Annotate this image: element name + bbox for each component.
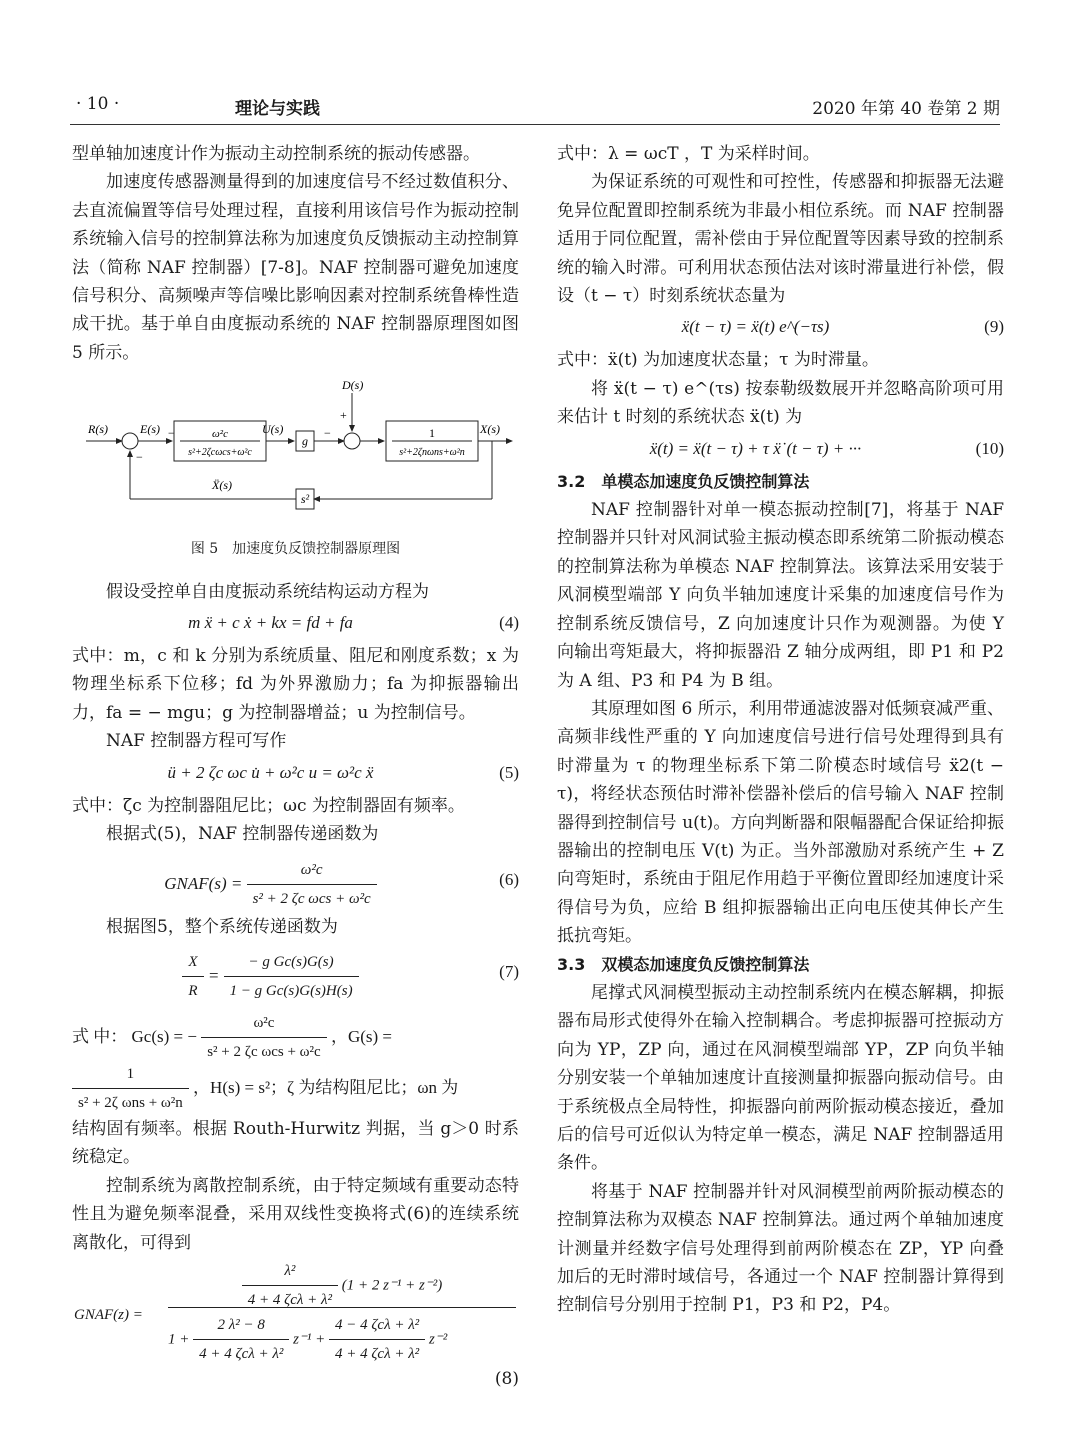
paragraph: 尾撑式风洞模型振动主动控制系统内在模态解耦，抑振器布局形式使得外在输入控制耦合。考虑抑振器可控振动方向为 YP，ZP 向，通过在风洞模型端部 YP，ZP 向负半轴分别安装一个单轴加速度计直接测量抑振器向振动信号。由于系统极点全局特性，抑振器向前两阶振动模态接近，叠加后的信号可近似认为特定单一模态，满足 NAF 控制器适用条件。 — [557, 982, 1004, 1174]
inline-text: z⁻² — [428, 1331, 448, 1348]
numerator: ω²c — [201, 1009, 327, 1038]
denominator: R — [188, 983, 198, 1000]
summing-junction-1 — [122, 433, 138, 449]
paragraph: 式中：m，c 和 k 分别为系统质量、阻尼和刚度系数；x 为物理坐标系下位移；fd 为外界激励力；fa 为抑振器输出力，fa = − mgu；g 为控制器增益；u 为控制信号。 — [72, 646, 519, 723]
block-diagram-svg — [72, 381, 519, 531]
page-header — [70, 94, 1000, 122]
journal-section: 理论与实践 — [235, 99, 320, 119]
paragraph: 根据图5，整个系统传递函数为 — [106, 916, 338, 937]
issue-info: 2020 年第 40 卷第 2 期 — [812, 99, 1000, 119]
block-diagram — [72, 381, 519, 531]
paragraph: 为保证系统的可观性和可控性，传感器和抑振器无法避免异位配置即控制系统为非最小相位系统。而 NAF 控制器适用于同位配置，需补偿由于异位配置等因素导致的控制系统的输入时滞。可利用状态预估法对该时滞量进行补偿，假设（t − τ）时刻系统状态量为 — [557, 172, 1004, 307]
inline-text: 式 中： Gc(s) = − — [72, 1026, 197, 1046]
s2-label: s² — [300, 492, 310, 507]
equation-number: (5) — [499, 762, 519, 782]
fraction — [72, 1060, 189, 1118]
inline-text: ，G(s) = — [330, 1026, 393, 1046]
denominator: s² + 2ζ ωns + ω²n — [78, 1095, 183, 1112]
paragraph: NAF 控制器针对单一模态振动控制[7]，将基于 NAF 控制器并只针对风洞试验主振动模态即系统第二阶振动模态的控制算法称为单模态 NAF 控制算法。该算法采用安装于风洞模型端部 Y 向负半轴加速度计采集的加速度信号作为控制系统反馈信号，Z 向加速度计只作为观测器。为使 Y 向输出弯矩最大，将抑振器沿 Z 轴分成两组，即 P1 和 P2 为 A 组、P3 和 P4 为 B 组。 — [557, 500, 1004, 691]
label-U: U(s) — [262, 422, 284, 437]
numerator: X — [182, 948, 203, 977]
paragraph: 结构固有频率。根据 Routh-Hurwitz 判据，当 g＞0 时系统稳定。 — [72, 1118, 519, 1168]
equation-number: (9) — [984, 317, 1004, 337]
label-D: D(s) — [342, 381, 364, 393]
numerator: λ² — [242, 1257, 338, 1286]
paragraph: 假设受控单自由度振动系统结构运动方程为 — [106, 581, 429, 602]
fraction — [224, 948, 359, 1006]
summing-junction-2 — [344, 433, 360, 449]
equation-body: ẍ(t) = ẍ(t − τ) + τ ẍ˙(t − τ) + ··· — [649, 438, 862, 458]
page-number: · 10 · — [76, 94, 120, 114]
paragraph: 控制系统为离散控制系统，由于特定频域有重要动态特性且为避免频率混叠，采用双线性变换将式(6)的连续系统离散化，可得到 — [72, 1175, 519, 1253]
header-rule — [70, 124, 1000, 125]
equation-6 — [72, 852, 519, 910]
inline-text: 1 + — [168, 1331, 190, 1348]
equation-8 — [72, 1257, 519, 1365]
paragraph: 加速度传感器测量得到的加速度信号不经过数值积分、去直流偏置等信号处理过程，直接利用该信号作为振动控制系统输入信号的控制算法称为加速度负反馈振动主动控制算法（简称 NAF 控制器）[7-8]。NAF 控制器可避免加速度信号积分、高频噪声等信噪比影响因素对控制系统鲁棒性造成干扰。基于单自由度振动系统的 NAF 控制器原理图如图 5 所示。 — [72, 172, 519, 363]
inline-text: (1 + 2 z⁻¹ + z⁻²) — [341, 1277, 443, 1294]
paragraph: 型单轴加速度计作为振动主动控制系统的振动传感器。 — [72, 144, 480, 164]
equation-number: (8) — [494, 1368, 519, 1389]
label-X: X(s) — [480, 422, 500, 437]
denominator: s² + 2 ζc ωcs + ω²c — [252, 890, 371, 907]
paragraph: 根据式(5)，NAF 控制器传递函数为 — [106, 824, 379, 845]
paragraph: 式中：ζc 为控制器阻尼比；ωc 为控制器固有频率。 — [72, 795, 465, 816]
figure-caption: 图 5 加速度负反馈控制器原理图 — [190, 541, 401, 558]
denominator: 4 + 4 ζcλ + λ² — [199, 1346, 284, 1363]
plant-den: s²+2ζnωns+ω²n — [399, 447, 465, 459]
paragraph: 其原理如图 6 所示，利用带通滤波器对低频衰减严重、高频非线性严重的 Y 向加速度信号进行信号处理得到具有时滞量为 τ 的物理坐标系下第二阶模态时域信号 ẍ2(t − τ)，将经状态预估时滞补偿器补偿后的信号输入 NAF 控制器得到控制信号 u(t)。方向判断器和限幅器配合保证给抑振器输出的控制电压 V(t) 为正。当外部激励对系统产生 + Z 向弯矩时，系统由于阻尼作用趋于平衡位置即经加速度计采得信号为负，应给 B 组抑振器输出正向电压使其伸长产生抵抗弯矩。 — [557, 698, 1004, 947]
denominator: 1 − g Gc(s)G(s)H(s) — [229, 983, 353, 1000]
equation-number: (7) — [499, 961, 519, 981]
plant-num: 1 — [429, 426, 435, 441]
controller-num: ω²c — [212, 428, 228, 441]
numerator: 1 — [72, 1060, 189, 1089]
numerator: − g Gc(s)G(s) — [224, 948, 359, 977]
equation-4 — [72, 609, 519, 639]
inline-text: z⁻¹ + — [293, 1331, 326, 1348]
inline-math — [72, 1060, 458, 1118]
denominator: 4 + 4 ζcλ + λ² — [334, 1346, 420, 1363]
section-heading: 3.3 双模态加速度负反馈控制算法 — [557, 954, 810, 974]
equation-7 — [72, 944, 519, 1002]
left-column — [72, 140, 519, 1393]
inline-text: ，H(s) = s²；ζ 为结构阻尼比；ωn 为 — [193, 1077, 459, 1097]
equation-body — [72, 856, 469, 914]
paragraph: 将 ẍ(t − τ) e^(τs) 按泰勒级数展开并忽略高阶项可用来估计 t 时刻的系统状态 ẍ(t) 为 — [557, 378, 1004, 428]
numerator: ω²c — [247, 856, 377, 885]
numerator: 4 − 4 ζcλ + λ² — [329, 1311, 425, 1340]
equation-number: (10) — [975, 438, 1004, 458]
equation-body: $\frac{X}{R}$ = $\frac{\text{− g Gc(s)G(s)}}{\text{1 − g Gc(s)G(s)H(s)}}$ — [72, 948, 469, 1006]
numerator: 2 λ² − 8 — [193, 1311, 289, 1340]
equation-body: ü + 2 ζc ωc u̇ + ω²c u = ω²c ẍ — [167, 762, 374, 782]
label-R: R(s) — [88, 422, 108, 437]
label-E: E(s) — [140, 422, 160, 437]
label-Xdd: Ẍ(s) — [212, 478, 232, 493]
equation-10 — [557, 435, 1004, 465]
sign-minus: − — [168, 426, 175, 441]
right-column — [557, 140, 1004, 1320]
denominator: 4 + 4 ζcλ + λ² — [247, 1292, 332, 1309]
section-heading: 3.2 单模态加速度负反馈控制算法 — [557, 471, 810, 491]
equation-body: ẍ(t − τ) = ẍ(t) e^(−τs) — [681, 317, 830, 337]
where-line-2 — [72, 1060, 519, 1112]
equation-number: (6) — [499, 869, 519, 889]
equation-9 — [557, 313, 1004, 343]
equation-number: (4) — [499, 613, 519, 633]
fraction — [182, 948, 203, 1006]
sign-minus: − — [136, 450, 143, 465]
sign-plus: + — [340, 408, 347, 423]
gain-label: g — [302, 434, 308, 449]
paragraph: 将基于 NAF 控制器并针对风洞模型前两阶振动模态的控制算法称为双模态 NAF 控制算法。通过两个单轴加速度计测量并经数字信号处理得到前两阶模态在 ZP，YP 向叠加后的无时滞时域信号，各通过一个 NAF 控制器计算得到控制信号分别用于控制 P1，P3 和 P2，P4。 — [557, 1181, 1004, 1316]
eq8-main-bar — [168, 1307, 516, 1308]
fraction — [247, 856, 377, 914]
sign-minus: − — [324, 426, 331, 441]
fraction — [329, 1311, 425, 1369]
equation-lhs: GNAF(z) = — [74, 1306, 143, 1323]
fraction — [201, 1009, 327, 1067]
paragraph: NAF 控制器方程可写作 — [106, 731, 287, 752]
denominator: s² + 2 ζc ωcs + ω²c — [207, 1044, 321, 1061]
paragraph: 式中：λ = ωcT ，T 为采样时间。 — [557, 144, 820, 164]
equation-lhs: GNAF(s) = — [164, 873, 243, 893]
eq8-denominator — [168, 1311, 518, 1369]
inline-math — [72, 1009, 392, 1067]
paragraph: 式中：ẍ(t) 为加速度状态量；τ 为时滞量。 — [557, 350, 879, 371]
where-line-1 — [72, 1005, 519, 1061]
equation-5 — [72, 759, 519, 789]
controller-den: s²+2ζcωcs+ω²c — [188, 447, 252, 459]
fraction — [193, 1311, 289, 1369]
equation-body: m ẍ + c ẋ + kx = fd + fa — [188, 613, 353, 633]
